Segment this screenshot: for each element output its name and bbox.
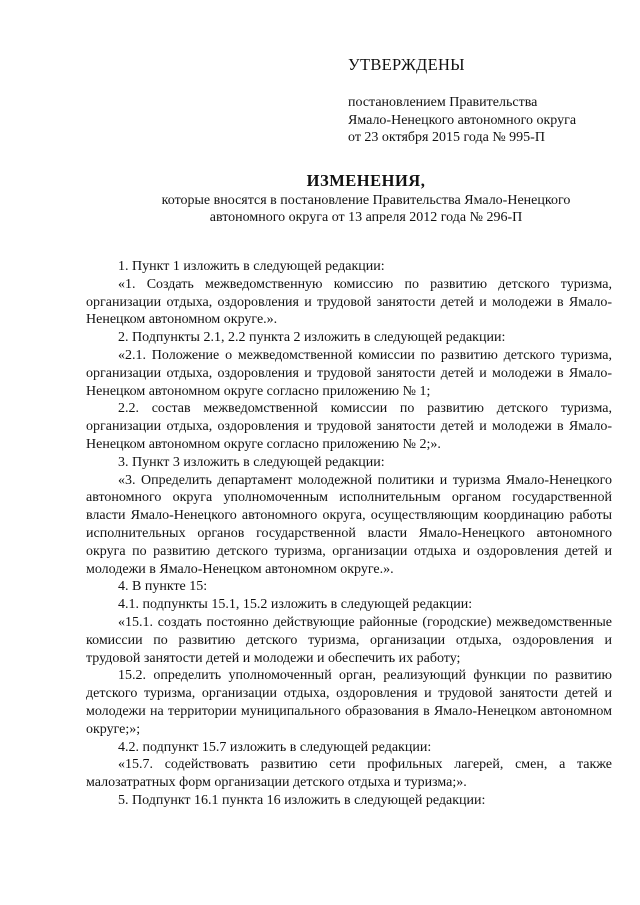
paragraph: «2.1. Положение о межведомственной комиссии по развитию детского туризма, организации отдыха, оздоровления и трудовой занятости детей и молодежи в Ямало-Ненецком автономном округе согласно приложению № 1; [86, 347, 612, 399]
paragraph: 1. Пункт 1 изложить в следующей редакции: [118, 259, 385, 274]
paragraph: 4. В пункте 15: [118, 579, 208, 595]
approval-line: Ямало-Ненецкого автономного округа [348, 112, 577, 128]
paragraph: 5. Подпункт 16.1 пункта 16 изложить в следующей редакции: [118, 792, 486, 808]
paragraph: 2. Подпункты 2.1, 2.2 пункта 2 изложить в следующей редакции: [118, 330, 506, 346]
subheading-line: которые вносятся в постановление Правительства Ямало-Ненецкого [161, 193, 571, 208]
document-subheading [0, 192, 640, 226]
paragraph: 15.2. определить уполномоченный орган, реализующий функции по развитию детского туризма, организации отдыха, оздоровления и трудовой занятости детей и молодежи на территории муниципального образования в Ямало-Ненецком автономном округе;»; [86, 668, 612, 737]
approval-title: УТВЕРЖДЕНЫ [348, 55, 465, 74]
paragraph: «15.7. содействовать развитию сети профильных лагерей, смен, а также малозатратных форм организации детского отдыха и туризма;». [86, 757, 612, 791]
approval-line: от 23 октября 2015 года № 995-П [348, 130, 545, 145]
paragraph: «1. Создать межведомственную комиссию по развитию детского туризма, организации отдыха, оздоровления и трудовой занятости детей и молодежи в Ямало-Ненецком автономном округе.». [86, 276, 612, 328]
paragraph: 4.1. подпункты 15.1, 15.2 изложить в следующей редакции: [118, 597, 473, 613]
approval-line: постановлением Правительства [348, 95, 538, 110]
paragraph: «15.1. создать постоянно действующие районные (городские) межведомственные комиссии по развитию детского туризма, организации отдыха, оздоровления и трудовой занятости детей и молодежи и обеспечить их работу; [86, 614, 612, 666]
paragraph: 3. Пункт 3 изложить в следующей редакции: [118, 454, 385, 470]
paragraph: 4.2. подпункт 15.7 изложить в следующей редакции: [118, 739, 432, 755]
document-body [86, 258, 612, 810]
paragraph: «3. Определить департамент молодежной политики и туризма Ямало-Ненецкого автономного округа уполномоченным исполнительным органом государственной власти Ямало-Ненецкого автономного округа, осуществляющим координацию работы исполнительных органов государственной власти Ямало-Ненецкого автономного округа по развитию детского туризма, организации отдыха и оздоровления детей и молодежи в Ямало-Ненецком автономном округе.». [86, 472, 612, 577]
subheading-line: автономного округа от 13 апреля 2012 года № 296-П [209, 210, 523, 225]
approval-block [348, 56, 628, 147]
paragraph: 2.2. состав межведомственной комиссии по развитию детского туризма, организации отдыха, оздоровления и трудовой занятости детей и молодежи в Ямало-Ненецком автономном округе согласно приложению № 2;». [86, 401, 612, 452]
document-heading: ИЗМЕНЕНИЯ, [306, 171, 426, 190]
